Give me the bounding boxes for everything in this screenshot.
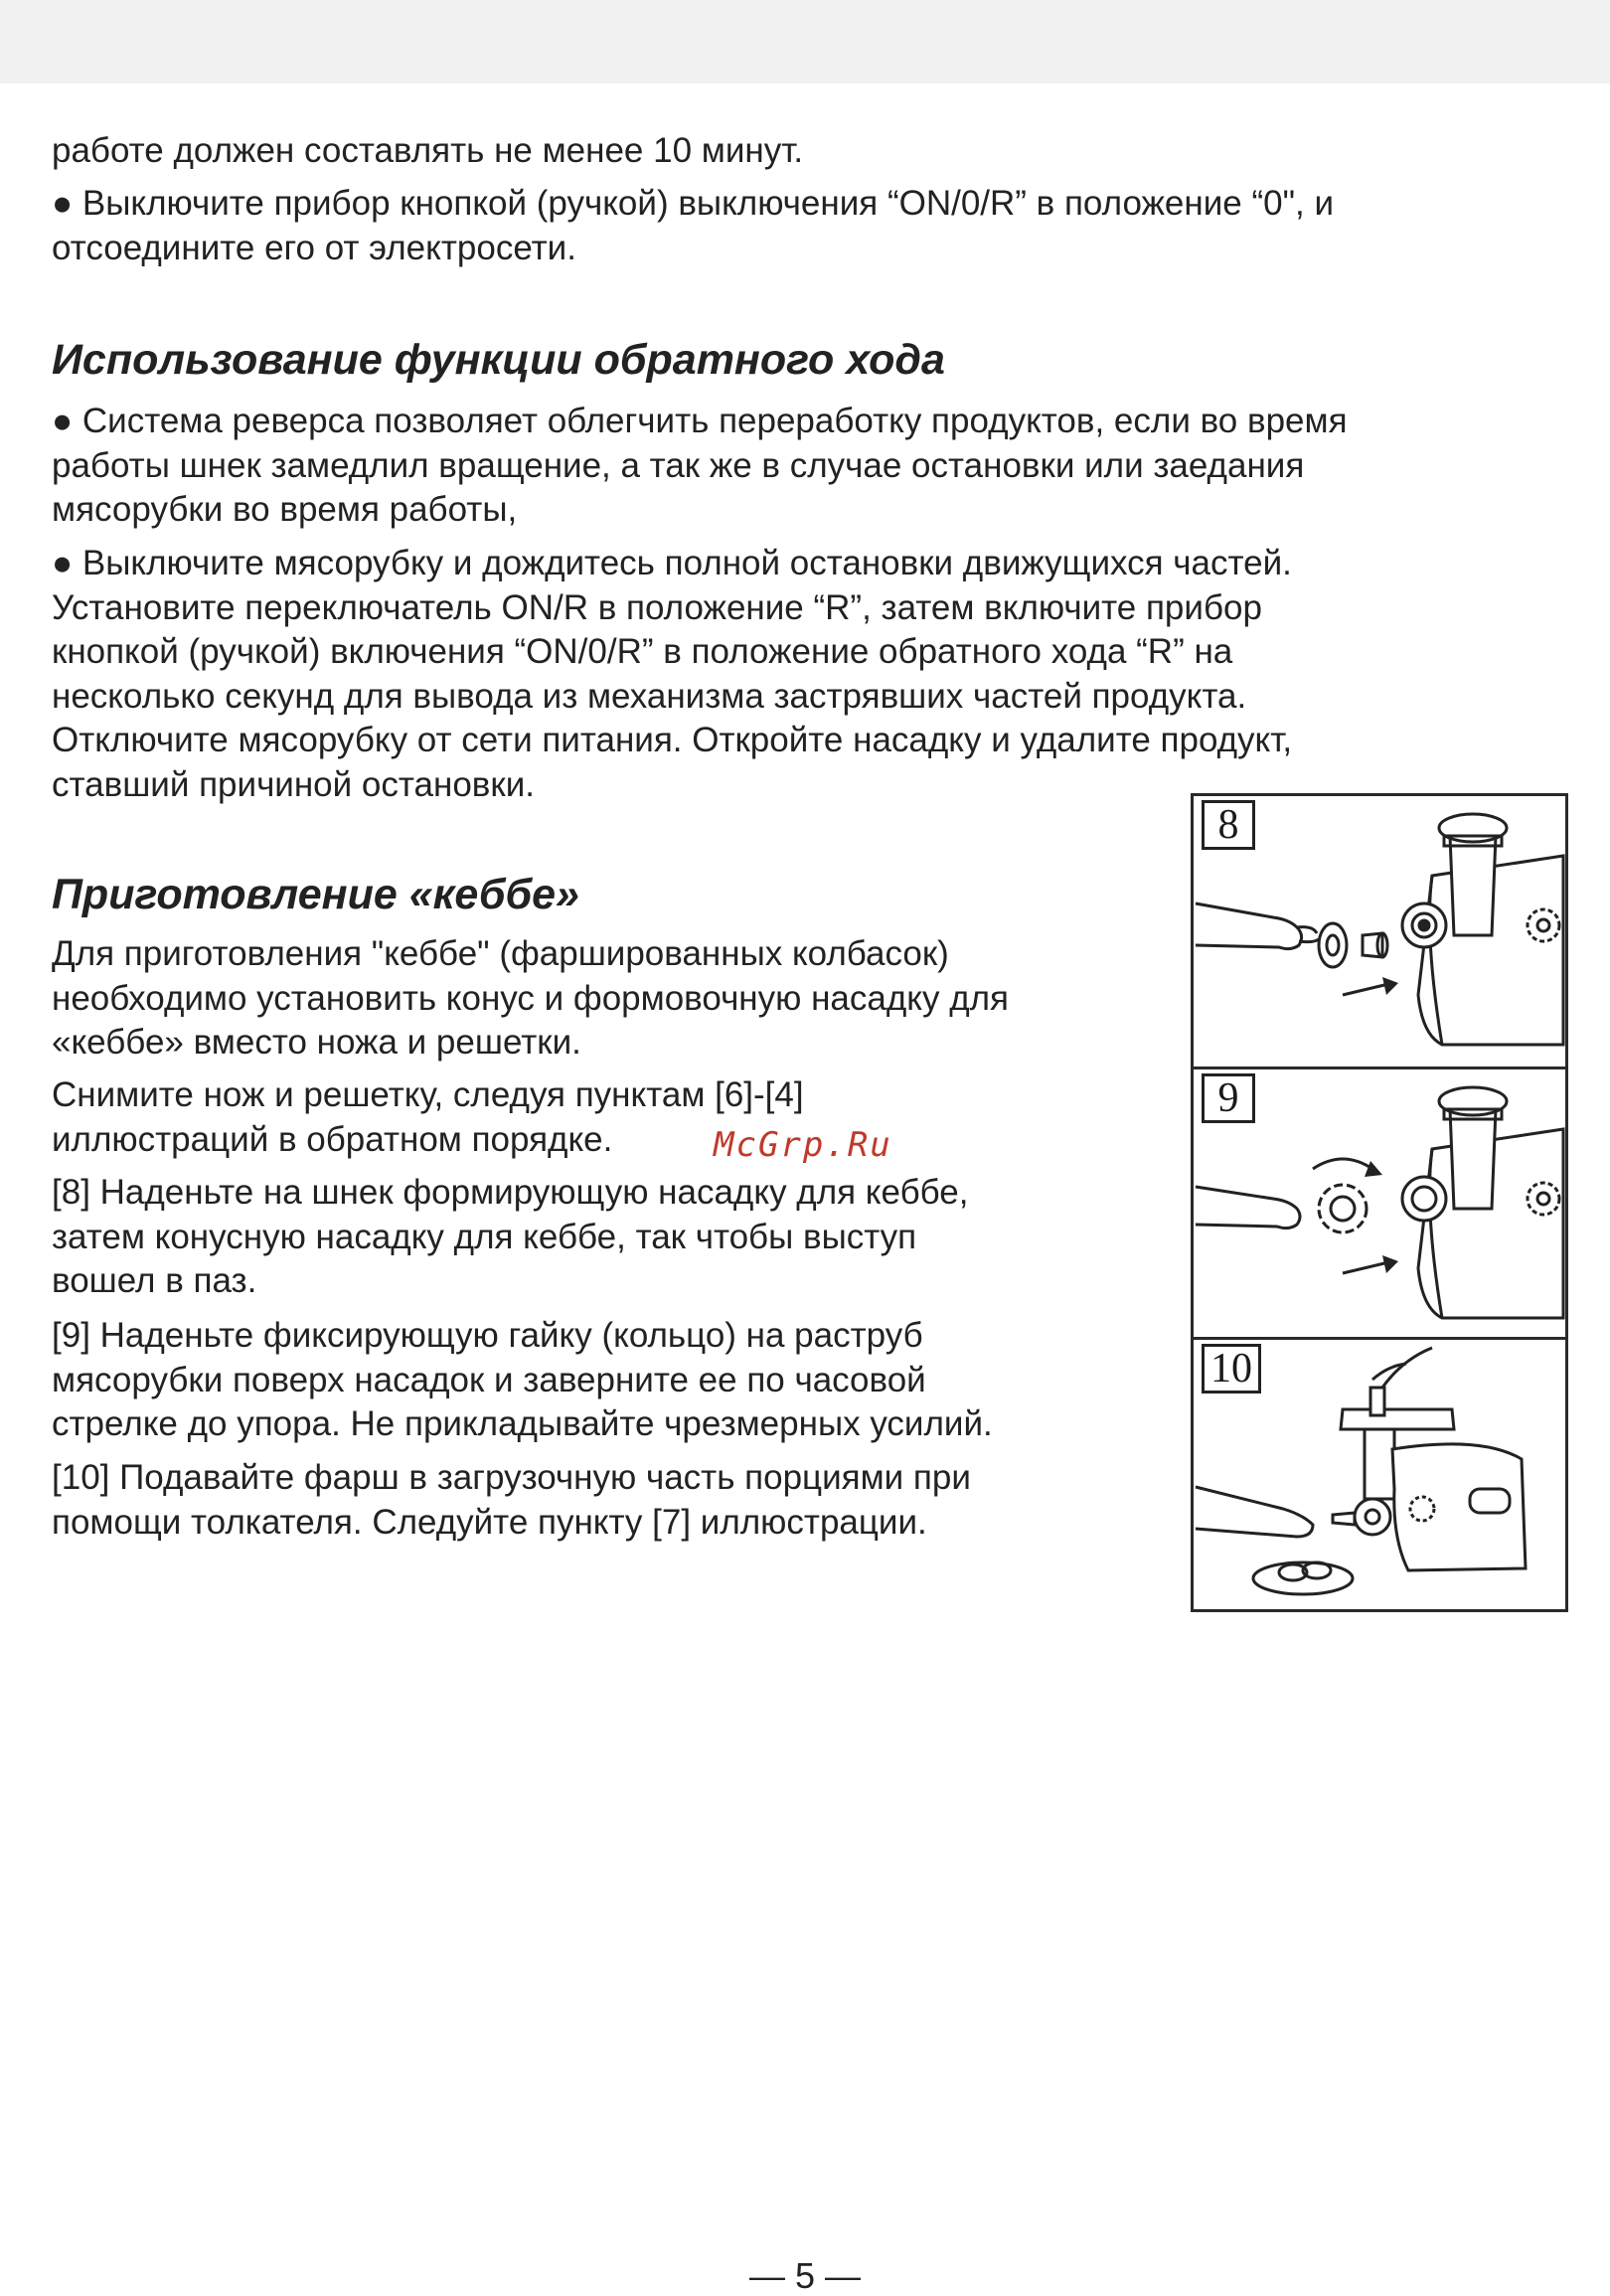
top-bar (0, 0, 1610, 83)
illustration-panel-8 (1194, 796, 1565, 1069)
paragraph-step-9: [9] Наденьте фиксирующую гайку (кольцо) на раструб мясорубки поверх насадок и заверните ее по часовой стрелке до упора. Не прикладывайте чрезмерных усилий. (52, 1316, 993, 1443)
paragraph-step-10: [10] Подавайте фарш в загрузочную часть порциями при помощи толкателя. Следуйте пункту [7] иллюстрации. (52, 1458, 971, 1542)
paragraph-kebbe-intro: Для приготовления "кеббе" (фаршированных колбасок) необходимо установить конус и формовочную насадку для «кеббе» вместо ножа и решетки. (52, 934, 1010, 1062)
heading-reverse: Использование функции обратного хода (52, 336, 945, 384)
panel-number-8: 8 (1202, 800, 1255, 850)
watermark: McGrp.Ru (714, 1125, 892, 1165)
page-number: — 5 — (748, 2255, 862, 2296)
paragraph-step-8: [8] Наденьте на шнек формирующую насадку для кеббе, затем конусную насадку для кеббе, так чтобы выступ вошел в паз. (52, 1173, 969, 1300)
heading-kebbe: Приготовление «кеббе» (52, 871, 579, 918)
illustration-figure (1191, 793, 1568, 1612)
illustration-panel-10 (1194, 1340, 1565, 1609)
paragraph-remove-knife: Снимите нож и решетку, следуя пунктам [6]-[4] иллюстраций в обратном порядке. (52, 1075, 804, 1159)
paragraph-warmup: работе должен составлять не менее 10 минут. (52, 131, 804, 170)
illustration-panel-9 (1194, 1069, 1565, 1340)
panel-number-9: 9 (1202, 1073, 1255, 1123)
paragraph-switch-off: ● Выключите прибор кнопкой (ручкой) выключения “ON/0/R” в положение “0", и отсоедините его от электросети. (52, 184, 1335, 267)
paragraph-reverse-system: ● Система реверса позволяет облегчить переработку продуктов, если во время работы шнек замедлил вращение, а так же в случае остановки или заедания мясорубки во время работы, (52, 402, 1348, 529)
panel-number-10: 10 (1202, 1344, 1261, 1394)
paragraph-reverse-steps: ● Выключите мясорубку и дождитесь полной остановки движущихся частей. Установите переключатель ON/R в положение “R”, затем включите прибор кнопкой (ручкой) включения “ON/0/R” в положение обратного хода “R” на несколько секунд для вывода из механизма застрявших частей продукта. Отключите мясорубку от сети питания. Откройте насадку и удалите продукт, ставший причиной остановки. (52, 544, 1293, 804)
